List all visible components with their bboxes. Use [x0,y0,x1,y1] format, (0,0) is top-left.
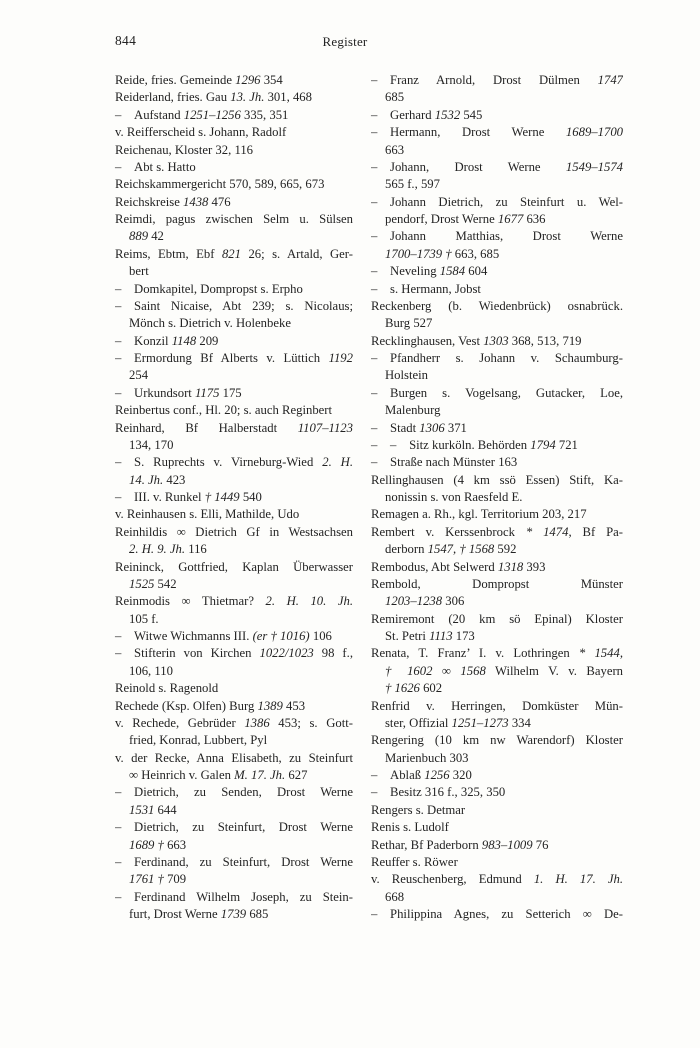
index-line: – Dietrich, zu Senden, Drost Werne [115,785,353,800]
index-line: – Gerhard 1532 545 [371,107,483,122]
index-line: Reide, fries. Gemeinde 1296 354 [115,73,283,87]
index-line: 14. Jh. 423 [129,472,186,487]
index-line: 1525 542 [129,576,177,591]
index-line: – S. Ruprechts v. Virneburg-Wied 2. H. [115,455,353,470]
index-column-left [115,72,353,923]
index-line: – Dietrich, zu Steinfurt, Drost Werne [115,820,353,835]
index-line: ∞ Heinrich v. Galen M. 17. Jh. 627 [129,768,308,782]
index-line: Renfrid v. Herringen, Domküster Mün- [371,698,623,713]
index-line: Rembert v. Kerssenbrock * 1474, Bf Pa- [371,524,623,539]
index-line: Reiderland, fries. Gau 13. Jh. 301, 468 [115,90,312,105]
index-line: 1689 † 663 [129,837,187,852]
italic-date: (er † 1016) [252,629,310,643]
italic-date: 14. Jh. [129,472,164,487]
index-line: – s. Hermann, Jobst [371,281,481,296]
index-line: † 1602 ∞ 1568 Wilhelm V. v. Bayern [385,663,623,678]
index-line: pendorf, Drost Werne 1677 636 [385,212,546,226]
index-line: 565 f., 597 [385,177,440,192]
index-line: ster, Offizial 1251–1273 334 [385,715,531,730]
index-line: – Johann Dietrich, zu Steinfurt u. Wel- [371,194,623,209]
italic-date: 1107–1123 [297,420,353,435]
italic-date: 1303 [483,333,509,348]
index-columns [115,72,623,923]
index-line: bert [129,264,149,279]
index-line: Rechede (Ksp. Olfen) Burg 1389 453 [115,698,306,713]
italic-date: * 1474 [525,524,569,539]
index-line: Reimdi, pagus zwischen Selm u. Sülsen [115,212,353,226]
index-line: – Stifterin von Kirchen 1022/1023 98 f., [115,646,353,661]
index-line: 105 f. [129,611,159,626]
index-line: 668 [385,889,405,904]
index-line: – Johann Matthias, Drost Werne [371,229,623,244]
index-line: Reims, Ebtm, Ebf 821 26; s. Artald, Ger- [115,246,353,261]
index-line: Malenburg [385,403,441,418]
index-line: v. der Recke, Anna Elisabeth, zu Steinfurt [115,750,353,765]
index-line: nonissin s. von Raesfeld E. [385,490,523,504]
italic-date: 1739 [220,907,247,921]
italic-date: 1689 † [129,837,164,852]
italic-date: 1022/1023 [259,646,314,661]
index-line: – Pfandherr s. Johann v. Schaumburg- [371,351,623,365]
italic-date: 2. H. [322,455,353,470]
index-line: Reuffer s. Röwer [371,854,458,869]
italic-date: 1251–1256 [183,107,241,122]
italic-date: M. 17. Jh. [234,768,286,782]
index-line: Reinold s. Ragenold [115,681,219,696]
page-number: 844 [115,33,137,48]
italic-date: 1584 [439,264,466,279]
index-line: – Burgen s. Vogelsang, Gutacker, Loe, [371,385,623,400]
index-line: Reichenau, Kloster 32, 116 [115,142,254,157]
italic-date: 1148 [171,333,197,348]
index-line: Recklinghausen, Vest 1303 368, 513, 719 [371,333,582,348]
index-line: Rengering (10 km nw Warendorf) Kloster [371,733,623,748]
italic-date: 889 [129,229,149,244]
italic-date: 1700–1739 † [385,246,452,261]
index-line: v. Reuschenberg, Edmund 1. H. 17. Jh. [371,872,623,887]
index-line: 2. H. 9. Jh. 116 [129,542,207,557]
index-line: Rembold, Dompropst Münster [371,576,623,591]
index-line: St. Petri 1113 173 [385,629,475,643]
italic-date: 1296 [235,73,261,87]
index-line: Marienbuch 303 [385,750,469,765]
index-line: Rembodus, Abt Selwerd 1318 393 [371,559,546,574]
italic-date: 1761 † [129,872,164,887]
italic-date: 1113 [429,629,453,643]
italic-date: 1525 [129,576,155,591]
italic-date: 1. H. 17. Jh. [533,872,623,887]
italic-date: 983–1009 [481,837,533,852]
index-line: 254 [129,368,149,383]
italic-date: 1531 [129,802,155,817]
index-line: – Ermordung Bf Alberts v. Lüttich 1192 [115,351,353,365]
index-line: 1761 † 709 [129,872,187,887]
italic-date: 1306 [419,420,445,435]
index-line: 1203–1238 306 [385,594,465,609]
index-line: – Abt s. Hatto [115,159,196,174]
index-line: Reinmodis ∞ Thietmar? 2. H. 10. Jh. [115,594,353,609]
index-line: Renis s. Ludolf [371,820,449,835]
index-line: 134, 170 [129,437,174,452]
index-line: Reckenberg (b. Wiedenbrück) osnabrück. [371,298,623,313]
index-line: Mönch s. Dietrich v. Holenbeke [129,316,291,331]
index-line: 663 [385,142,405,157]
index-line: Reinbertus conf., Hl. 20; s. auch Reginbert [115,403,333,418]
index-line: furt, Drost Werne 1739 685 [129,907,269,921]
italic-date: 13. Jh. [230,90,265,105]
index-line: 1531 644 [129,802,177,817]
index-line: Holstein [385,368,428,383]
italic-date: 1192 [328,351,353,365]
index-line: – Neveling 1584 604 [371,264,488,279]
italic-date: 1689–1700 [565,125,623,140]
index-line: 889 42 [129,229,164,244]
index-line: 685 [385,90,405,105]
italic-date: 1532 [434,107,461,122]
index-line: – Domkapitel, Dompropst s. Erpho [115,281,303,296]
italic-date: 1677 [497,212,524,226]
italic-date: † 1602 [385,663,433,678]
index-line: – Philippina Agnes, zu Setterich ∞ De- [371,907,623,921]
index-line: – Witwe Wichmanns III. (er † 1016) 106 [115,629,332,643]
running-title: Register [322,34,368,49]
index-column-right [371,72,623,923]
index-line: Rethar, Bf Paderborn 983–1009 76 [371,837,549,852]
index-line: – Aufstand 1251–1256 335, 351 [115,107,289,122]
italic-date: 1568 [460,663,486,678]
italic-date: 1438 [183,194,209,209]
index-line: – Ferdinand Wilhelm Joseph, zu Stein- [115,889,353,904]
index-line: derborn 1547, † 1568 592 [385,542,517,557]
italic-date: 2. H. 10. Jh. [265,594,353,609]
italic-date: 821 [221,246,241,261]
index-line: 106, 110 [129,663,173,678]
index-line: – Ferdinand, zu Steinfurt, Drost Werne [115,854,353,869]
index-line: Reinhildis ∞ Dietrich Gf in Westsachsen [115,524,353,539]
index-line: Rengers s. Detmar [371,802,466,817]
index-line: Remagen a. Rh., kgl. Territorium 203, 217 [371,507,587,522]
index-line: – Stadt 1306 371 [371,420,467,435]
italic-date: † 1449 [204,490,240,504]
index-line: fried, Konrad, Lubbert, Pyl [129,733,268,748]
index-line: Rellinghausen (4 km ssö Essen) Stift, Ka- [371,472,623,487]
index-line: v. Rechede, Gebrüder 1386 453; s. Gott- [115,715,353,730]
italic-date: 2. H. 9. Jh. [129,542,186,557]
italic-date: 1549–1574 [565,159,623,174]
index-line: – – Sitz kurköln. Behörden 1794 721 [371,437,578,452]
index-line: v. Reifferscheid s. Johann, Radolf [115,125,287,140]
index-line: Reichskreise 1438 476 [115,194,231,209]
italic-date: 1203–1238 [385,594,443,609]
italic-date: 1175 [195,385,220,400]
index-line: – Besitz 316 f., 325, 350 [371,785,506,800]
italic-date: 1318 [497,559,524,574]
italic-date: † 1626 [385,681,420,696]
index-line: Burg 527 [385,316,433,331]
index-line: – Straße nach Münster 163 [371,455,518,470]
index-line: – III. v. Runkel † 1449 540 [115,490,262,504]
index-line: – Hermann, Drost Werne 1689–1700 [371,125,623,140]
index-line: † 1626 602 [385,681,443,696]
index-line: Reininck, Gottfried, Kaplan Überwasser [115,559,353,574]
index-line: v. Reinhausen s. Elli, Mathilde, Udo [115,507,300,522]
index-line: – Franz Arnold, Drost Dülmen 1747 [371,73,623,87]
italic-date: 1251–1273 [451,715,509,730]
italic-date: 1747 [597,73,623,87]
index-line: Renata, T. Franz’ I. v. Lothringen * 1544, [371,646,623,661]
index-line: Reichskammergericht 570, 589, 665, 673 [115,177,325,192]
index-line: – Konzil 1148 209 [115,333,219,348]
italic-date: 1256 [424,768,450,782]
italic-date: 1386 [244,715,270,730]
index-line: 1700–1739 † 663, 685 [385,246,500,261]
index-line: – Ablaß 1256 320 [371,768,472,782]
italic-date: 1547, † 1568 [427,542,495,557]
index-line: – Urkundsort 1175 175 [115,385,242,400]
italic-date: 1389 [257,698,283,713]
italic-date: 1794 [530,437,556,452]
index-line: Reinhard, Bf Halberstadt 1107–1123 [115,420,353,435]
index-line: – Johann, Drost Werne 1549–1574 [371,159,623,174]
index-line: Remiremont (20 km sö Epinal) Kloster [371,611,623,626]
index-line: – Saint Nicaise, Abt 239; s. Nicolaus; [115,298,353,313]
italic-date: * 1544, [578,646,623,661]
